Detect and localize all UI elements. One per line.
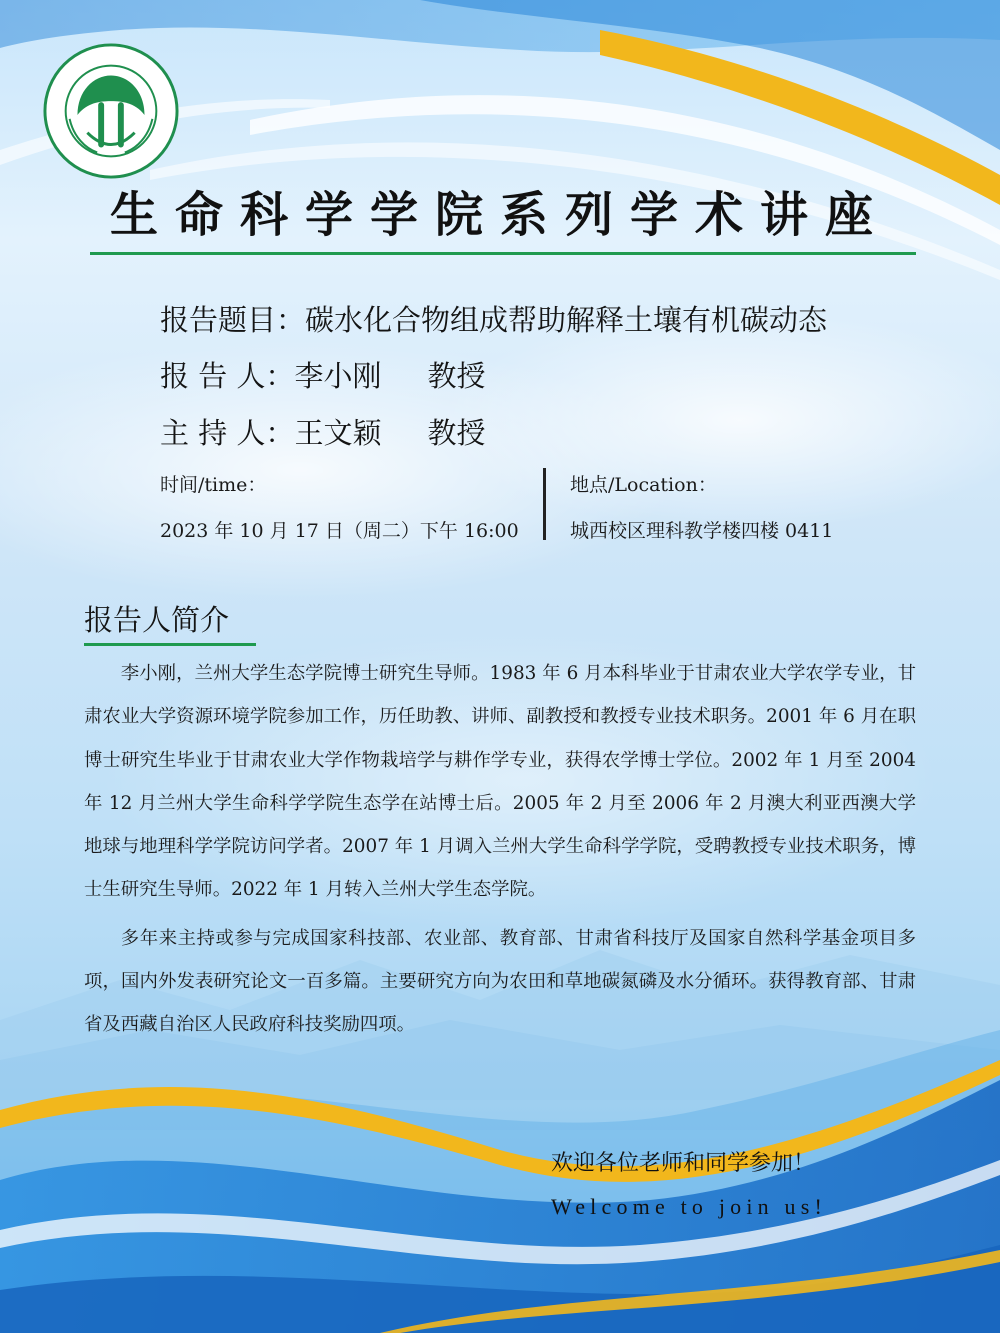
location-label: 地点/Location：: [570, 474, 717, 496]
bio-heading-underline: [84, 643, 256, 646]
location-value: 城西校区理科教学楼四楼 0411: [570, 520, 834, 542]
speaker-row: [160, 354, 485, 395]
bio-paragraph: 多年来主持或参与完成国家科技部、农业部、教育部、甘肃省科技厅及国家自然科学基金项目多项，国内外发表研究论文一百多篇。主要研究方向为农田和草地碳氮磷及水分循环。获得教育部、甘肃省及西藏自治区人民政府科技奖励四项。: [84, 927, 916, 1036]
time-value: 2023 年 10 月 17 日（周二）下午 16:00: [160, 520, 519, 542]
host-name: 王文颖: [294, 416, 382, 450]
time-label: 时间/time：: [160, 474, 267, 496]
speaker-title: 教授: [427, 359, 486, 393]
school-logo: [42, 42, 180, 180]
speaker-name: 李小刚: [294, 359, 382, 393]
speaker-bio: [84, 652, 916, 1052]
welcome-en: Welcome to join us!: [551, 1194, 828, 1219]
lecture-series-title: 生命科学学院系列学术讲座: [109, 187, 890, 243]
bio-heading: 报告人简介: [84, 603, 230, 637]
host-title: 教授: [427, 416, 486, 450]
time-location-divider: [543, 468, 546, 540]
speaker-label: 报 告 人：: [160, 359, 295, 393]
report-topic-label: 报告题目：: [160, 303, 306, 337]
title-underline: [90, 252, 916, 255]
report-topic-row: [160, 298, 827, 339]
report-topic: 碳水化合物组成帮助解释土壤有机碳动态: [305, 303, 828, 337]
host-row: [160, 411, 485, 452]
welcome-cn: 欢迎各位老师和同学参加！: [551, 1151, 816, 1176]
host-label: 主 持 人：: [160, 416, 295, 450]
bio-paragraph: 李小刚，兰州大学生态学院博士研究生导师。1983 年 6 月本科毕业于甘肃农业大学农学专业，甘肃农业大学资源环境学院参加工作，历任助教、讲师、副教授和教授专业技术职务。2001 年 6 月在职博士研究生毕业于甘肃农业大学作物栽培学与耕作学专业，获得农学博士学位。2002 年 1 月至 2004 年 12 月兰州大学生命科学学院生态学在站博士后。2005 年 2 月至 2006 年 2 月澳大利亚西澳大学地球与地理科学学院访问学者。2007 年 1 月调入兰州大学生命科学学院，受聘教授专业技术职务，博士生研究生导师。2022 年 1 月转入兰州大学生态学院。: [84, 663, 916, 901]
